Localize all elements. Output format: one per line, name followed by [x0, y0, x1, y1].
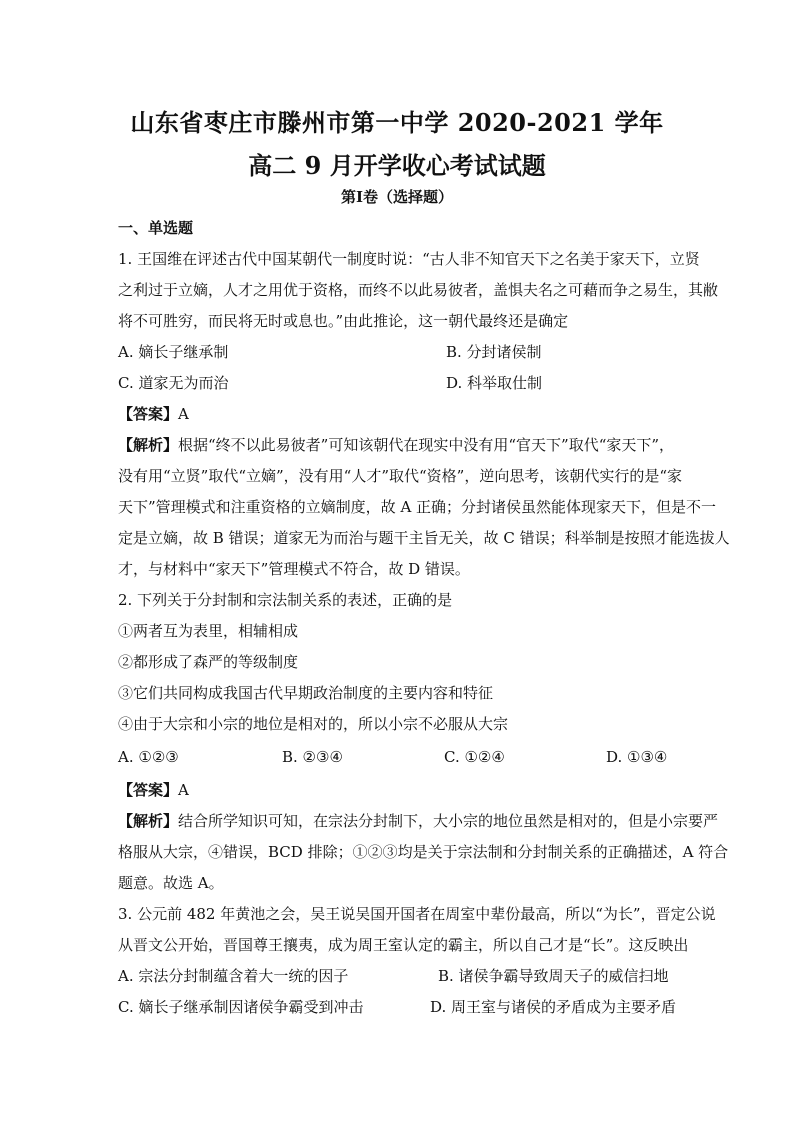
q3-option-d: D. 周王室与诸侯的矛盾成为主要矛盾 — [430, 998, 677, 1016]
answer-value: A — [178, 781, 189, 799]
q2-statement: ③它们共同构成我国古代早期政治制度的主要内容和特征 — [118, 684, 494, 702]
answer-label: 【答案】 — [118, 781, 179, 799]
q2-answer — [118, 779, 678, 800]
q1-analysis-line: 没有用“立贤”取代“立嫡”，没有用“人才”取代“资格”，逆向思考，该朝代实行的是“家 — [118, 467, 683, 485]
q2-option-a: A. ①②③ — [118, 748, 179, 766]
q1-option-a: A. 嫡长子继承制 — [118, 343, 229, 361]
q2-option-c: C. ①②④ — [444, 748, 505, 766]
q1-answer — [118, 403, 678, 424]
q2-option-d: D. ①③④ — [606, 748, 668, 766]
analysis-text: 根据“终不以此易彼者”可知该朝代在现实中没有用“官天下”取代“家天下”， — [178, 436, 675, 454]
analysis-label: 【解析】 — [118, 812, 179, 830]
q3-option-a: A. 宗法分封制蕴含着大一统的因子 — [118, 967, 349, 985]
q2-statement: ④由于大宗和小宗的地位是相对的，所以小宗不必服从大宗 — [118, 715, 509, 733]
q1-option-c: C. 道家无为而治 — [118, 374, 229, 392]
analysis-label: 【解析】 — [118, 436, 179, 454]
q3-stem-line: 从晋文公开始，晋国尊王攘夷，成为周王室认定的霸主，所以自己才是“长”。这反映出 — [118, 936, 689, 954]
q2-statement: ②都形成了森严的等级制度 — [118, 653, 299, 671]
answer-value: A — [178, 405, 189, 423]
q1-stem-line: 1. 王国维在评述古代中国某朝代一制度时说：“古人非不知官天下之名美于家天下，立贤 — [118, 250, 700, 268]
q3-stem-line: 3. 公元前 482 年黄池之会，吴王说吴国开国者在周室中辈份最高，所以“为长”，晋定公说 — [118, 905, 716, 923]
q2-analysis-line: 格服从大宗，④错误，BCD 排除；①②③均是关于宗法制和分封制关系的正确描述，A 符合 — [118, 843, 729, 861]
page-subtitle: 高二 9 月开学收心考试试题 — [248, 151, 546, 180]
q1-analysis-line: 定是立嫡，故 B 错误；道家无为而治与题干主旨无关，故 C 错误；科举制是按照才能选拔人 — [118, 529, 730, 547]
volume-heading: 第Ⅰ卷（选择题） — [340, 188, 454, 206]
page-title: 山东省枣庄市滕州市第一中学 2020-2021 学年 — [130, 108, 664, 137]
answer-label: 【答案】 — [118, 405, 179, 423]
q2-stem-line: 2. 下列关于分封制和宗法制关系的表述，正确的是 — [118, 591, 453, 609]
q3-option-b: B. 诸侯争霸导致周天子的威信扫地 — [438, 967, 669, 985]
q1-option-b: B. 分封诸侯制 — [446, 343, 542, 361]
q1-option-d: D. 科举取仕制 — [446, 374, 543, 392]
q2-analysis-line — [118, 810, 719, 831]
q1-stem-line: 之利过于立嫡，人才之用优于资格，而终不以此易彼者，盖惧夫名之可藉而争之易生，其敝 — [118, 281, 719, 299]
q2-statement: ①两者互为表里，相辅相成 — [118, 622, 299, 640]
q2-option-b: B. ②③④ — [282, 748, 343, 766]
q1-analysis-line — [118, 434, 678, 455]
q1-analysis-line: 才，与材料中“家天下”管理模式不符合，故 D 错误。 — [118, 560, 470, 578]
section-heading: 一、单选题 — [118, 219, 194, 237]
q1-analysis-line: 天下”管理模式和注重资格的立嫡制度，故 A 正确；分封诸侯虽然能体现家天下，但是不一 — [118, 498, 717, 516]
q2-analysis-line: 题意。故选 A。 — [118, 874, 224, 892]
q3-option-c: C. 嫡长子继承制因诸侯争霸受到冲击 — [118, 998, 364, 1016]
analysis-text: 结合所学知识可知，在宗法分封制下，大小宗的地位虽然是相对的，但是小宗要严 — [178, 812, 719, 830]
q1-stem-line: 将不可胜穷，而民将无时或息也。”由此推论，这一朝代最终还是确定 — [118, 312, 569, 330]
